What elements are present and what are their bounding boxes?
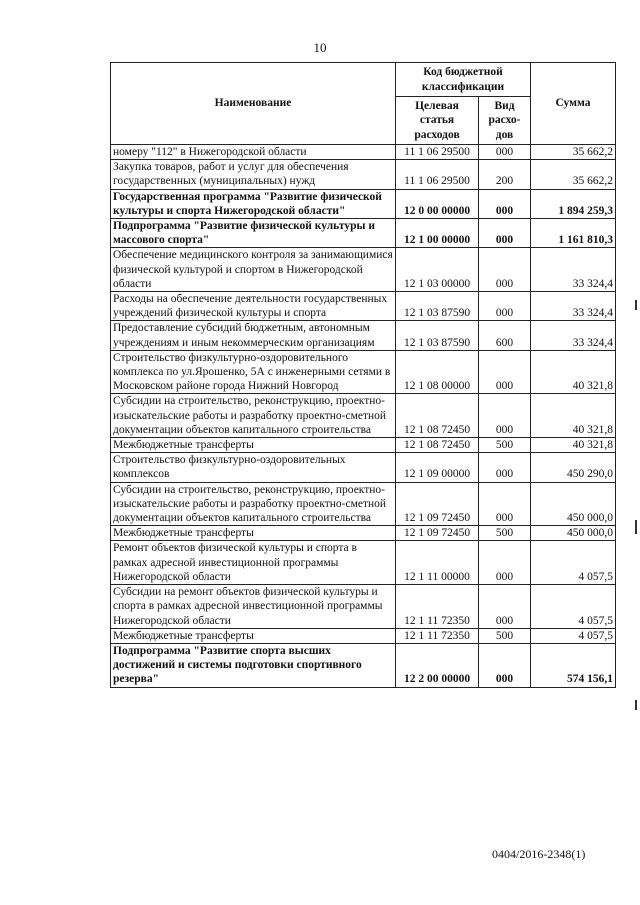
row-name: Подпрограмма "Развитие спорта высших достижений и системы подготовки спортивного резерва" bbox=[111, 643, 396, 687]
row-name: номеру "112" в Нижегородской области bbox=[111, 145, 396, 160]
row-name: Субсидии на строительство, реконструкцию, проектно-изыскательские работы и разработку проектно-сметной документации объектов капитального строительства bbox=[111, 482, 396, 526]
row-name: Строительство физкультурно-оздоровительного комплекса по ул.Ярошенко, 5А с инженерными сетями в Московском районе города Нижний Новгород bbox=[111, 350, 396, 394]
header-code-group: Код бюджетной классификации bbox=[396, 63, 531, 97]
table-row bbox=[111, 292, 616, 321]
edge-mark bbox=[635, 520, 637, 534]
row-kind: 500 bbox=[479, 628, 531, 643]
row-sum: 450 290,0 bbox=[531, 453, 616, 482]
header-target-article: Целевая статья расходов bbox=[396, 97, 479, 145]
table-row bbox=[111, 321, 616, 350]
row-code: 12 1 03 00000 bbox=[396, 248, 479, 292]
row-code: 12 1 11 72350 bbox=[396, 585, 479, 629]
row-kind: 000 bbox=[479, 248, 531, 292]
row-code: 12 1 11 00000 bbox=[396, 541, 479, 585]
row-code: 12 1 08 72450 bbox=[396, 438, 479, 453]
document-id: 0404/2016-2348(1) bbox=[492, 847, 586, 861]
row-sum: 1 161 810,3 bbox=[531, 219, 616, 248]
row-code: 12 1 11 72350 bbox=[396, 628, 479, 643]
row-kind: 000 bbox=[479, 541, 531, 585]
row-name: Межбюджетные трансферты bbox=[111, 438, 396, 453]
row-code: 12 2 00 00000 bbox=[396, 643, 479, 687]
header-name: Наименование bbox=[111, 63, 396, 145]
row-kind: 000 bbox=[479, 350, 531, 394]
row-code: 11 1 06 29500 bbox=[396, 145, 479, 160]
row-sum: 1 894 259,3 bbox=[531, 189, 616, 218]
row-kind: 500 bbox=[479, 526, 531, 541]
edge-mark bbox=[635, 700, 637, 710]
row-code: 12 1 09 00000 bbox=[396, 453, 479, 482]
row-sum: 450 000,0 bbox=[531, 526, 616, 541]
table-row bbox=[111, 453, 616, 482]
table-row bbox=[111, 160, 616, 189]
header-expense-type: Вид расхо-дов bbox=[479, 97, 531, 145]
row-kind: 000 bbox=[479, 585, 531, 629]
table-row bbox=[111, 585, 616, 629]
row-sum: 33 324,4 bbox=[531, 248, 616, 292]
page-number: 10 bbox=[313, 40, 327, 55]
row-kind: 000 bbox=[479, 219, 531, 248]
row-sum: 33 324,4 bbox=[531, 321, 616, 350]
row-name: Предоставление субсидий бюджетным, автономным учреждениям и иным некоммерческим организациям bbox=[111, 321, 396, 350]
row-name: Подпрограмма "Развитие физической культуры и массового спорта" bbox=[111, 219, 396, 248]
table-row bbox=[111, 189, 616, 218]
row-kind: 600 bbox=[479, 321, 531, 350]
row-name: Закупка товаров, работ и услуг для обеспечения государственных (муниципальных) нужд bbox=[111, 160, 396, 189]
edge-mark bbox=[635, 300, 637, 310]
row-name: Расходы на обеспечение деятельности государственных учреждений физической культуры и спорта bbox=[111, 292, 396, 321]
row-kind: 000 bbox=[479, 292, 531, 321]
row-name: Субсидии на ремонт объектов физической культуры и спорта в рамках адресной инвестиционной программы Нижегородской области bbox=[111, 585, 396, 629]
row-sum: 574 156,1 bbox=[531, 643, 616, 687]
row-name: Межбюджетные трансферты bbox=[111, 526, 396, 541]
row-name: Субсидии на строительство, реконструкцию, проектно-изыскательские работы и разработку проектно-сметной документации объектов капитального строительства bbox=[111, 394, 396, 438]
row-name: Государственная программа "Развитие физической культуры и спорта Нижегородской области" bbox=[111, 189, 396, 218]
row-kind: 000 bbox=[479, 145, 531, 160]
table-row bbox=[111, 628, 616, 643]
table-row bbox=[111, 541, 616, 585]
table-row bbox=[111, 643, 616, 687]
table-row bbox=[111, 145, 616, 160]
header-sum: Сумма bbox=[531, 63, 616, 145]
row-sum: 40 321,8 bbox=[531, 394, 616, 438]
table-row bbox=[111, 438, 616, 453]
row-code: 12 1 08 00000 bbox=[396, 350, 479, 394]
row-code: 12 0 00 00000 bbox=[396, 189, 479, 218]
row-kind: 500 bbox=[479, 438, 531, 453]
row-sum: 4 057,5 bbox=[531, 541, 616, 585]
row-name: Межбюджетные трансферты bbox=[111, 628, 396, 643]
row-code: 12 1 09 72450 bbox=[396, 526, 479, 541]
table-row bbox=[111, 248, 616, 292]
table-row bbox=[111, 350, 616, 394]
table-row bbox=[111, 526, 616, 541]
row-name: Строительство физкультурно-оздоровительных комплексов bbox=[111, 453, 396, 482]
row-sum: 4 057,5 bbox=[531, 628, 616, 643]
table-row bbox=[111, 394, 616, 438]
row-kind: 000 bbox=[479, 394, 531, 438]
row-sum: 40 321,8 bbox=[531, 438, 616, 453]
budget-table bbox=[110, 62, 616, 688]
row-name: Обеспечение медицинского контроля за занимающимися физической культурой и спортом в Нижегородской области bbox=[111, 248, 396, 292]
row-name: Ремонт объектов физической культуры и спорта в рамках адресной инвестиционной программы Нижегородской области bbox=[111, 541, 396, 585]
row-kind: 200 bbox=[479, 160, 531, 189]
row-sum: 40 321,8 bbox=[531, 350, 616, 394]
table-row bbox=[111, 482, 616, 526]
row-code: 12 1 09 72450 bbox=[396, 482, 479, 526]
row-code: 12 1 00 00000 bbox=[396, 219, 479, 248]
row-sum: 450 000,0 bbox=[531, 482, 616, 526]
row-code: 12 1 03 87590 bbox=[396, 321, 479, 350]
row-kind: 000 bbox=[479, 189, 531, 218]
row-code: 12 1 08 72450 bbox=[396, 394, 479, 438]
row-sum: 33 324,4 bbox=[531, 292, 616, 321]
row-sum: 4 057,5 bbox=[531, 585, 616, 629]
row-sum: 35 662,2 bbox=[531, 145, 616, 160]
table-row bbox=[111, 219, 616, 248]
row-kind: 000 bbox=[479, 453, 531, 482]
row-code: 12 1 03 87590 bbox=[396, 292, 479, 321]
row-kind: 000 bbox=[479, 482, 531, 526]
row-kind: 000 bbox=[479, 643, 531, 687]
row-code: 11 1 06 29500 bbox=[396, 160, 479, 189]
row-sum: 35 662,2 bbox=[531, 160, 616, 189]
